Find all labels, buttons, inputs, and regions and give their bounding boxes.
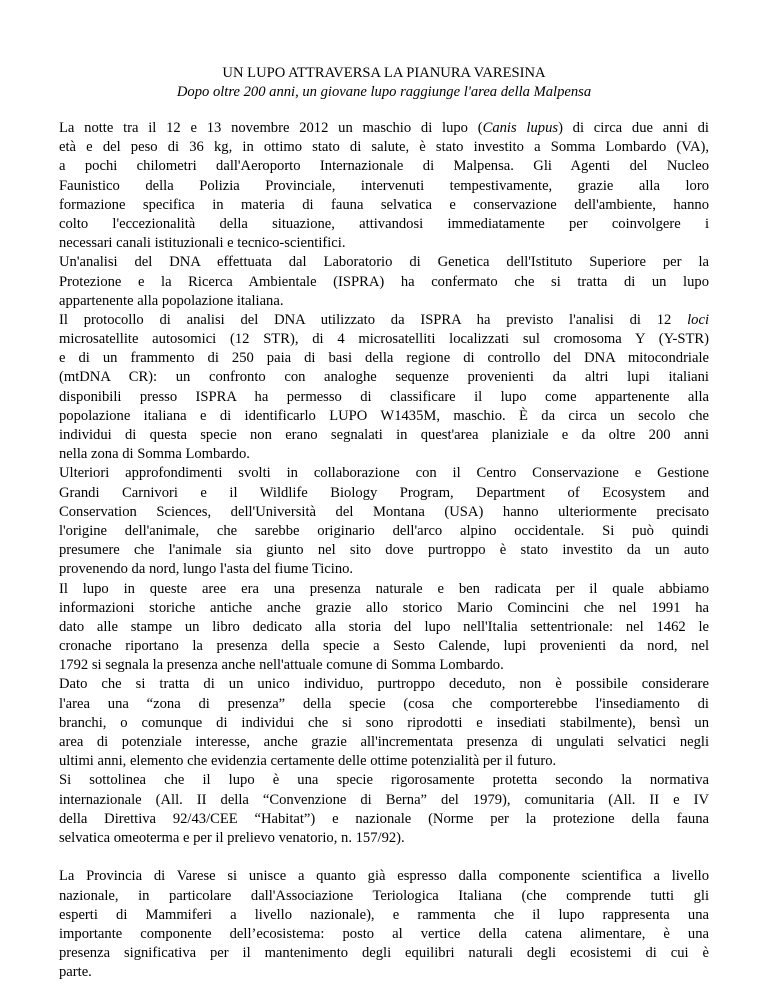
text-line: a pochi chilometri dall'Aeroporto Internazionale di Malpensa. Gli Agenti del Nucleo xyxy=(59,158,709,175)
paragraph xyxy=(59,311,709,465)
text-line: nella zona di Somma Lombardo. xyxy=(59,446,250,463)
text-line: Faunistico della Polizia Provinciale, intervenuti tempestivamente, grazie alla loro xyxy=(59,177,709,194)
text-line: Si sottolinea che il lupo è una specie rigorosamente protetta secondo la normativa xyxy=(59,772,709,789)
text-line: La Provincia di Varese si unisce a quanto già espresso dalla componente scientifica a livello xyxy=(59,868,709,885)
text-line: cronache riportano la presenza della specie a Sesto Calende, lupi provenienti da nord, nel xyxy=(59,638,709,655)
document-title: UN LUPO ATTRAVERSA LA PIANURA VARESINA xyxy=(222,65,546,81)
text-line: Conservation Sciences, dell'Università del Montana (USA) hanno ulteriormente precisato xyxy=(59,503,709,520)
text-line: Grandi Carnivori e il Wildlife Biology Program, Department of Ecosystem and xyxy=(59,484,709,501)
text-line: appartenente alla popolazione italiana. xyxy=(59,292,284,309)
text-line: nazionale, in particolare dall'Associazione Teriologica Italiana (che comprende tutti gli xyxy=(59,887,709,904)
text-line: La notte tra il 12 e 13 novembre 2012 un maschio di lupo (Canis lupus) di circa due anni di xyxy=(59,120,709,136)
paragraph xyxy=(59,119,709,253)
text-line: Protezione e la Ricerca Ambientale (ISPRA) ha confermato che si tratta di un lupo xyxy=(59,273,709,290)
text-line: della Direttiva 92/43/CEE “Habitat”) e nazionale (Norme per la protezione della fauna xyxy=(59,810,709,827)
paragraph-spacer xyxy=(59,848,709,867)
text-line: parte. xyxy=(59,964,92,981)
text-line: internazionale (All. II della “Convenzione di Berna” del 1979), comunitaria (All. II e IV xyxy=(59,791,709,808)
text-line: (mtDNA CR): un confronto con analoghe sequenze provenienti da altri lupi italiani xyxy=(59,369,709,386)
text-line: l'area una “zona di presenza” della specie (cosa che comporterebbe l'insediamento di xyxy=(59,695,709,712)
text-line: selvatica omeoterma e per il prelievo venatorio, n. 157/92). xyxy=(59,829,405,846)
paragraph xyxy=(59,675,709,771)
paragraph xyxy=(59,771,709,848)
italic-term: Canis lupus xyxy=(482,120,559,136)
text-line: Il lupo in queste aree era una presenza naturale e ben radicata per il quale abbiamo xyxy=(59,580,709,597)
text-line: l'origine dell'animale, che sarebbe originario dell'arco alpino occidentale. Si può quindi xyxy=(59,522,709,539)
text-line: Ulteriori approfondimenti svolti in collaborazione con il Centro Conservazione e Gestione xyxy=(59,465,709,482)
paragraph xyxy=(59,867,709,982)
text-line: e di un frammento di 250 paia di basi della regione di controllo del DNA mitocondriale xyxy=(59,350,709,367)
text-line: presenza significativa per il mantenimento degli equilibri naturali degli ecosistemi di cui è xyxy=(59,945,709,962)
italic-term: loci xyxy=(687,311,709,328)
text-line: provenendo da nord, lungo l'asta del fiume Ticino. xyxy=(59,561,354,578)
text-line: Dato che si tratta di un unico individuo, purtroppo deceduto, non è possibile considerare xyxy=(59,676,709,693)
text-line: informazioni storiche antiche anche grazie allo storico Mario Comincini che nel 1991 ha xyxy=(59,599,709,616)
text-line: disponibili presso ISPRA ha permesso di classificare il lupo come appartenente alla xyxy=(59,388,709,405)
text-line: necessari canali istituzionali e tecnico-scientifici. xyxy=(59,235,346,252)
text-line: colto l'eccezionalità della situazione, attivandosi immediatamente per coinvolgere i xyxy=(59,215,709,232)
text-line: dato alle stampe un libro dedicato alla storia del lupo nell'Italia settentrionale: nel 1462 le xyxy=(59,618,709,635)
text-line: Un'analisi del DNA effettuata dal Laboratorio di Genetica dell'Istituto Superiore per la xyxy=(59,254,709,271)
text-line: età e del peso di 36 kg, in ottimo stato di salute, è stato investito a Somma Lombardo (VA), xyxy=(59,139,709,156)
text-line: area di potenziale interesse, anche grazie all'incrementata presenza di ungulati selvatici negli xyxy=(59,734,709,750)
text-line: individui di questa specie non erano segnalati in quest'area planiziale e da oltre 200 anni xyxy=(59,427,709,443)
text-line: Il protocollo di analisi del DNA utilizzato da ISPRA ha previsto l'analisi di 12 loci xyxy=(59,311,709,328)
document-subtitle: Dopo oltre 200 anni, un giovane lupo raggiunge l'area della Malpensa xyxy=(176,84,592,100)
paragraph xyxy=(59,253,709,311)
document-body xyxy=(59,119,709,982)
text-line: 1792 si segnala la presenza anche nell'attuale comune di Somma Lombardo. xyxy=(59,657,504,674)
paragraph xyxy=(59,580,709,676)
text-line: importante componente dell’ecosistema: posto al vertice della catena alimentare, è una xyxy=(59,925,709,942)
paragraph xyxy=(59,464,709,579)
title-block xyxy=(60,64,708,102)
text-line: esperti di Mammiferi a livello nazionale), e rammenta che il lupo rappresenta una xyxy=(59,906,709,923)
text-line: formazione specifica in materia di fauna selvatica e conservazione dell'ambiente, hanno xyxy=(59,196,709,213)
text-line: branchi, o comunque di individui che si sono riprodotti e insediati stabilmente), bensì un xyxy=(59,714,709,731)
text-line: presumere che l'animale sia giunto nel sito dove purtroppo è stato investito da un auto xyxy=(59,542,709,559)
text-line: ultimi anni, elemento che evidenzia certamente delle ottime potenzialità per il futuro. xyxy=(59,753,557,770)
text-line: microsatellite autosomici (12 STR), di 4 microsatelliti localizzati sul cromosoma Y (Y-STR) xyxy=(59,331,709,348)
text-line: popolazione italiana e di identificarlo LUPO W1435M, maschio. È da circa un secolo che xyxy=(59,407,709,424)
